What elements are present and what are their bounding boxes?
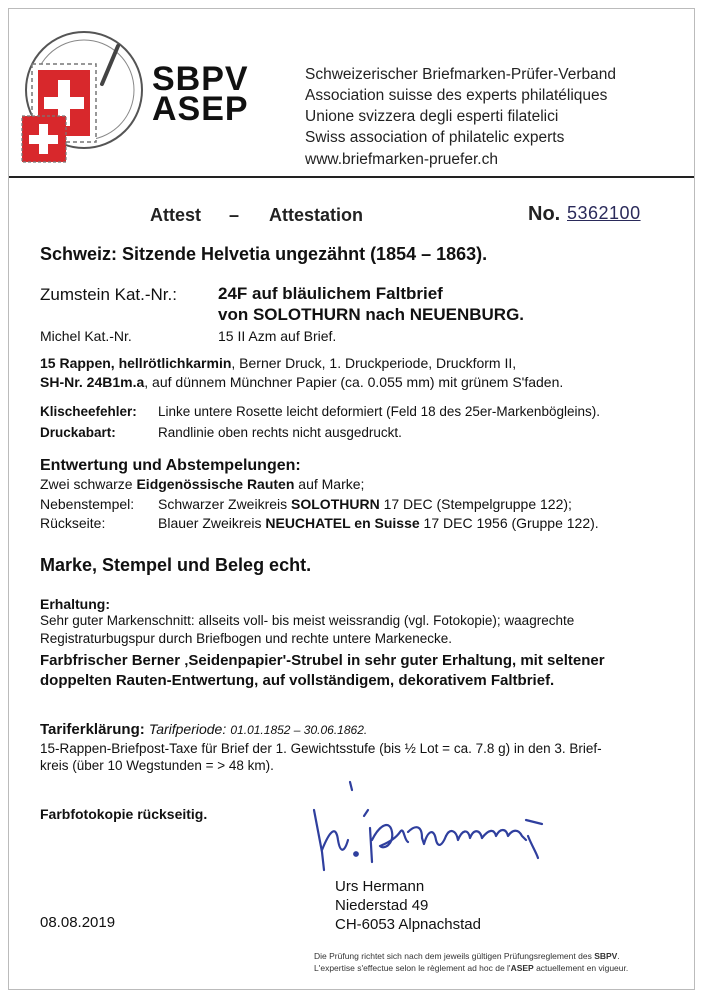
footer-text: .	[617, 951, 620, 961]
michel-label: Michel Kat.-Nr.	[40, 328, 132, 344]
description-line-1	[40, 355, 516, 371]
photocopy-note: Farbfotokopie rückseitig.	[40, 806, 208, 822]
footer-text: L'expertise s'effectue selon le règlement ad hoc de l'	[314, 963, 511, 973]
condition-summary-1: Farbfrischer Berner ‚Seidenpapier'-Strubel in sehr guter Erhaltung, mit seltener	[40, 652, 605, 669]
footer-note-de	[314, 950, 620, 962]
footer-note-fr	[314, 962, 628, 974]
tariff-period-value: 01.01.1852 – 30.06.1862.	[230, 723, 368, 737]
footer-text: Die Prüfung richtet sich nach dem jeweils gültigen Prüfungsreglement des	[314, 951, 595, 961]
klischee-label: Klischeefehler:	[40, 404, 137, 419]
tariff-line-1: 15-Rappen-Briefpost-Taxe für Brief der 1. Gewichtsstufe (bis ½ Lot = ca. 7.8 g) in den 3. Brief-	[40, 741, 602, 756]
cancellation-line-1	[40, 476, 364, 492]
issue-date: 08.08.2019	[40, 914, 116, 931]
tariff-line-2: kreis (über 10 Wegstunden = > 48 km).	[40, 758, 274, 773]
description-line-2	[40, 374, 563, 390]
expert-street: Niederstad 49	[335, 897, 429, 914]
footer-org: ASEP	[510, 963, 534, 973]
cancel-text: Zwei schwarze	[40, 476, 137, 492]
paper-details: , auf dünnem Münchner Papier (ca. 0.055 mm) mit grünem S'faden.	[144, 374, 564, 390]
org-name-en: Swiss association of philatelic experts	[305, 129, 565, 146]
tariff-period-label: Tarifperiode:	[148, 721, 227, 737]
cancel-text: Blauer Zweikreis	[158, 515, 266, 531]
expert-address	[335, 877, 481, 934]
rueckseite-label: Rückseite:	[40, 515, 106, 531]
tariff-heading: Tariferklärung:	[40, 721, 145, 738]
attest-dash: –	[229, 205, 240, 225]
website-url: www.briefmarken-pruefer.ch	[305, 151, 498, 168]
stamp-denomination-color: 15 Rappen, hellrötlichkarmin	[40, 355, 232, 371]
condition-summary-2: doppelten Rauten-Entwertung, auf vollständigem, dekorativem Faltbrief.	[40, 672, 555, 689]
condition-line-1: Sehr guter Markenschnitt: allseits voll- bis meist weissrandig (vgl. Fotokopie); waagrechte	[40, 613, 575, 628]
expert-name: Urs Hermann	[335, 878, 425, 895]
nebenstempel-value	[158, 496, 572, 512]
org-name-fr: Association suisse des experts philatéliques	[305, 87, 608, 104]
zumstein-label: Zumstein Kat.-Nr.:	[40, 285, 177, 304]
org-name-it: Unione svizzera degli esperti filatelici	[305, 108, 559, 125]
footer-text: actuellement en vigueur.	[533, 963, 629, 973]
cancel-text: auf Marke;	[294, 476, 365, 492]
attest-number-label: No.	[528, 203, 561, 225]
druckabart-value: Randlinie oben rechts nicht ausgedruckt.	[158, 425, 402, 440]
condition-line-2: Registraturbugspur durch Briefbogen und rechte untere Markenecke.	[40, 631, 452, 646]
attest-number: 5362100	[567, 203, 641, 223]
cancel-text: 17 DEC (Stempelgruppe 122);	[379, 496, 572, 512]
expert-city: CH-6053 Alpnachstad	[335, 916, 481, 933]
cancel-text: 17 DEC 1956 (Gruppe 122).	[419, 515, 599, 531]
attest-title-de: Attest	[150, 205, 202, 225]
logo-text-sbpv: SBPV	[152, 60, 249, 98]
sbpv-logo-icon	[14, 20, 154, 172]
sh-number: SH-Nr. 24B1m.a	[40, 374, 145, 390]
footer-org: SBPV	[594, 951, 618, 961]
condition-heading: Erhaltung:	[40, 596, 110, 612]
klischee-value: Linke untere Rosette leicht deformiert (Feld 18 des 25er-Markenbögleins).	[158, 404, 600, 419]
attest-title-fr: Attestation	[269, 205, 363, 225]
cancellation-heading: Entwertung und Abstempelungen:	[40, 457, 301, 474]
zumstein-value-line1: 24F auf bläulichem Faltbrief	[218, 284, 443, 303]
cancel-place: SOLOTHURN	[291, 496, 380, 512]
verdict: Marke, Stempel und Beleg echt.	[40, 555, 312, 575]
cancel-rauten: Eidgenössische Rauten	[136, 476, 295, 492]
cancel-place: NEUCHATEL en Suisse	[265, 515, 420, 531]
org-name-de: Schweizerischer Briefmarken-Prüfer-Verband	[305, 66, 616, 83]
cancel-text: Schwarzer Zweikreis	[158, 496, 292, 512]
rueckseite-value	[158, 515, 599, 531]
tariff-heading-line	[40, 721, 367, 738]
signature-image	[300, 780, 560, 875]
org-name-list	[305, 64, 616, 148]
subject-heading: Schweiz: Sitzende Helvetia ungezähnt (1854 – 1863).	[40, 244, 488, 264]
stamp-print-details: , Berner Druck, 1. Druckperiode, Druckform II,	[231, 355, 517, 371]
logo-text-asep: ASEP	[152, 90, 249, 128]
zumstein-value-line2: von SOLOTHURN nach NEUENBURG.	[218, 305, 525, 324]
druckabart-label: Druckabart:	[40, 425, 116, 440]
michel-value: 15 II Azm auf Brief.	[218, 328, 337, 344]
header-divider	[9, 176, 694, 178]
nebenstempel-label: Nebenstempel:	[40, 496, 135, 512]
